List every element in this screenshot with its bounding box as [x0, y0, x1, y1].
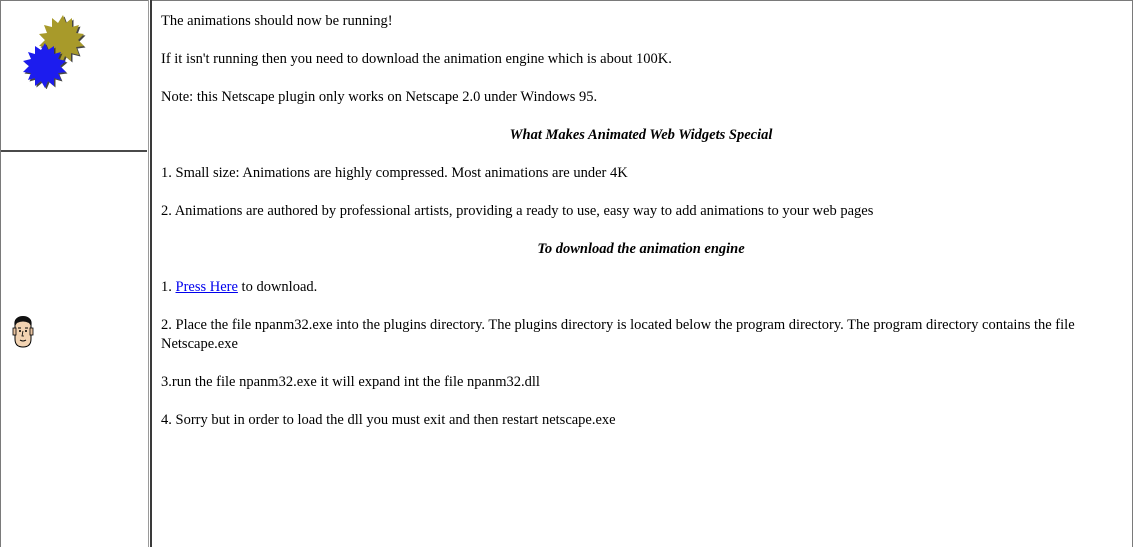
step-1-prefix: 1.	[161, 279, 176, 295]
left-bottom-frame	[1, 152, 147, 547]
feature-point-2: 2. Animations are authored by professional artists, providing a ready to use, easy way to add animations to your web pages	[161, 203, 874, 219]
step-4: 4. Sorry but in order to load the dll you must exit and then restart netscape.exe	[161, 412, 616, 428]
section-heading-special: What Makes Animated Web Widgets Special	[509, 127, 773, 143]
step-1	[161, 278, 1121, 297]
step-1-suffix: to download.	[237, 279, 318, 295]
main-content	[161, 12, 1121, 449]
status-text: The animations should now be running!	[161, 13, 393, 29]
download-note: If it isn't running then you need to download the animation engine which is about 100K.	[161, 51, 672, 67]
feature-point-1: 1. Small size: Animations are highly compressed. Most animations are under 4K	[161, 165, 628, 181]
press-here-link[interactable]: Press Here	[175, 279, 238, 295]
step-3: 3.run the file npanm32.exe it will expand int the file npanm32.dll	[161, 374, 540, 390]
step-2: 2. Place the file npanm32.exe into the plugins directory. The plugins directory is located below the program directory. The program directory contains the file Netscape.exe	[161, 317, 1075, 352]
face-icon	[11, 315, 35, 349]
animated-gears-icon	[23, 13, 87, 89]
left-top-frame	[1, 1, 147, 150]
compatibility-note: Note: this Netscape plugin only works on Netscape 2.0 under Windows 95.	[161, 89, 598, 105]
vertical-frame-divider[interactable]	[148, 0, 152, 547]
section-heading-download: To download the animation engine	[537, 241, 745, 257]
